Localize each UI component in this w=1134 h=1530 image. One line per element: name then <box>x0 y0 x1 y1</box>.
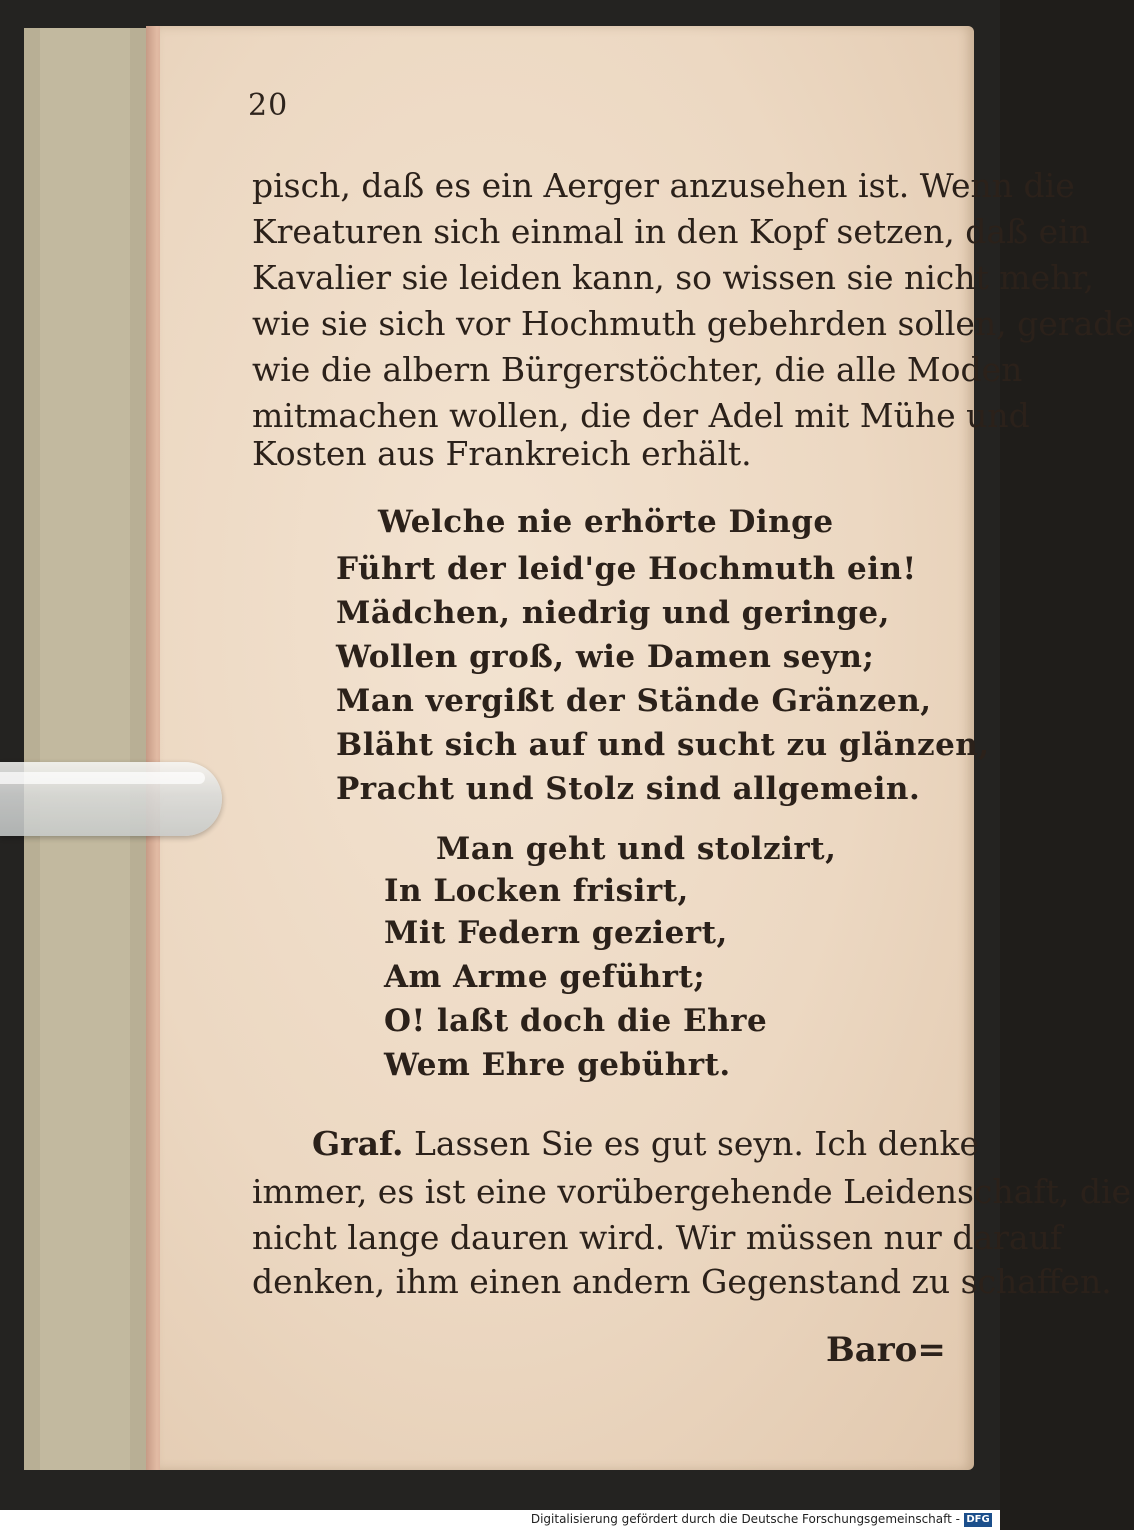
verse-line: Wollen groß, wie Damen seyn; <box>336 639 875 675</box>
verse-line: Man geht und stolzirt, <box>436 831 837 867</box>
speech-line: denken, ihm einen andern Gegenstand zu schaffen. <box>252 1262 1112 1301</box>
verse-line: Wem Ehre gebührt. <box>384 1047 731 1083</box>
speech-line: nicht lange dauren wird. Wir müssen nur darauf <box>252 1218 1063 1257</box>
verse-line: In Locken frisirt, <box>384 873 689 909</box>
speech-text: Lassen Sie es gut seyn. Ich denke <box>413 1124 979 1163</box>
prose-line: Kreaturen sich einmal in den Kopf setzen, daß ein <box>252 212 1090 251</box>
page-number: 20 <box>248 88 289 123</box>
verse-line: Führt der leid'ge Hochmuth ein! <box>336 551 917 587</box>
catchword: Baro= <box>826 1330 946 1370</box>
prose-line: wie die albern Bürgerstöchter, die alle Moden <box>252 350 1023 389</box>
verse-line: O! laßt doch die Ehre <box>384 1003 768 1039</box>
verse-line: Mädchen, niedrig und geringe, <box>336 595 890 631</box>
book-cover-inner <box>40 28 130 1470</box>
prose-line: wie sie sich vor Hochmuth gebehrden sollen, gerade <box>252 304 1134 343</box>
verse-line: Am Arme geführt; <box>384 959 706 995</box>
verse-line: Welche nie erhörte Dinge <box>378 504 834 540</box>
dfg-logo: DFG <box>964 1513 992 1527</box>
speaker-name: Graf. <box>312 1124 404 1163</box>
verse-line: Man vergißt der Stände Gränzen, <box>336 683 932 719</box>
prose-line: pisch, daß es ein Aerger anzusehen ist. Wenn die <box>252 166 1075 205</box>
prose-line: Kosten aus Frankreich erhält. <box>252 434 752 473</box>
speech-first-line <box>312 1124 979 1164</box>
verse-line: Pracht und Stolz sind allgemein. <box>336 771 921 807</box>
prose-line: mitmachen wollen, die der Adel mit Mühe und <box>252 396 1030 435</box>
footer-credit: Digitalisierung gefördert durch die Deutsche Forschungsgemeinschaft - <box>530 1512 960 1526</box>
verse-line: Mit Federn geziert, <box>384 915 728 951</box>
verse-line: Bläht sich auf und sucht zu glänzen, <box>336 727 990 763</box>
page-holder-clip-highlight <box>0 772 205 784</box>
prose-line: Kavalier sie leiden kann, so wissen sie nicht mehr, <box>252 258 1094 297</box>
speech-line: immer, es ist eine vorübergehende Leidenschaft, die <box>252 1172 1132 1211</box>
